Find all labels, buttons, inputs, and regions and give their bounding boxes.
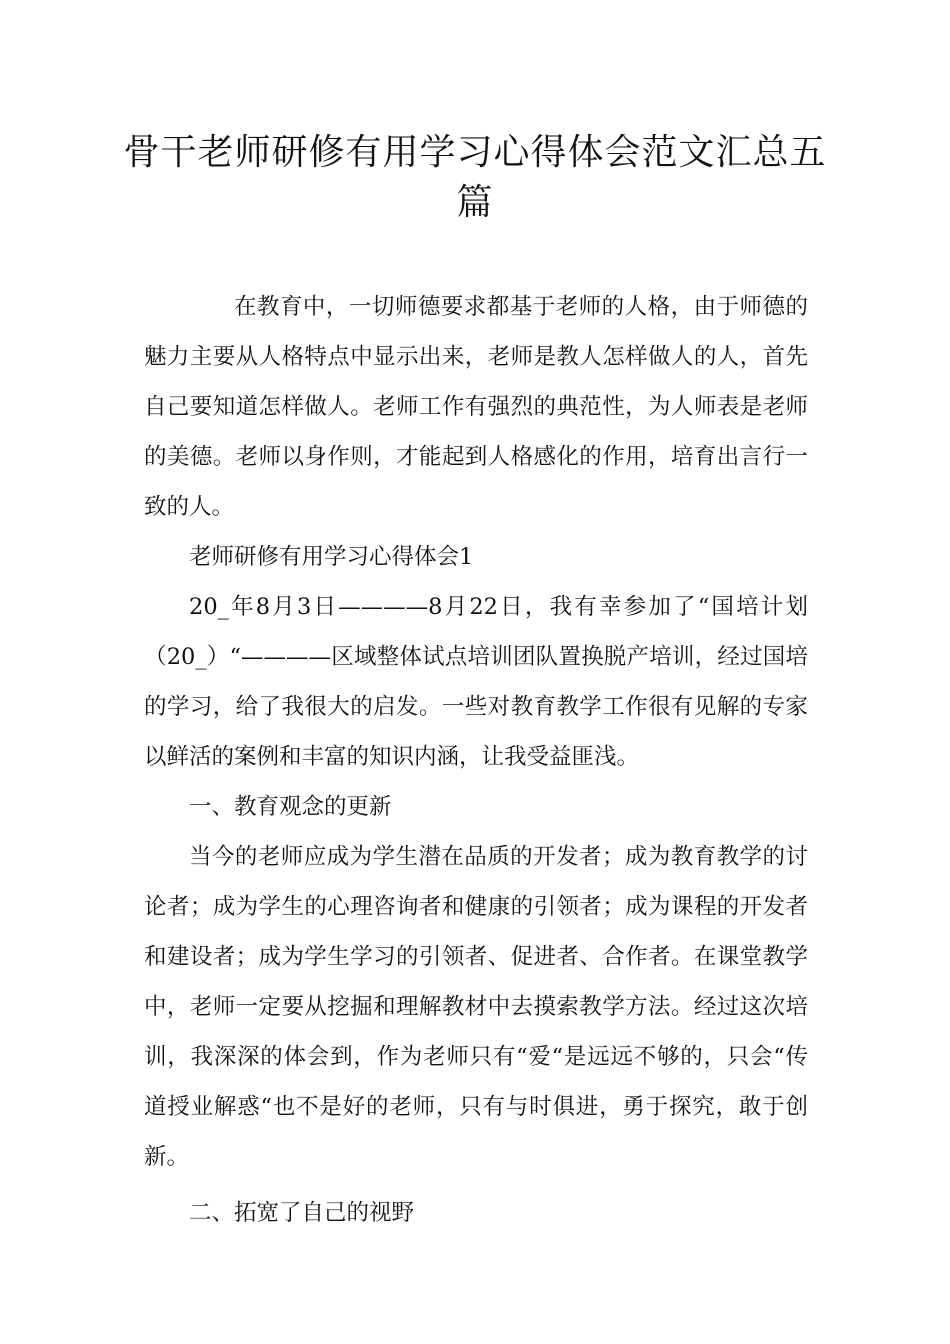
document-title: 骨干老师研修有用学习心得体会范文汇总五篇 — [123, 132, 827, 223]
section-title: 老师研修有用学习心得体会1 — [189, 544, 474, 570]
intro-paragraph: 在教育中，一切师德要求都基于老师的人格，由于师德的魅力主要从人格特点中显示出来，老师是教人怎样做人的人，首先自己要知道怎样做人。老师工作有强烈的典范性，为人师表是老师的美德。老师以身作则，才能起到人格感化的作用，培育出言行一致的人。 — [144, 294, 808, 520]
subheading-broaden-vision: 二、拓宽了自己的视野 — [189, 1200, 415, 1226]
subheading-education-concept: 一、教育观念的更新 — [189, 794, 392, 820]
document-body — [144, 282, 808, 1238]
education-concept-paragraph: 当今的老师应成为学生潜在品质的开发者；成为教育教学的讨论者；成为学生的心理咨询者和健康的引领者；成为课程的开发者和建设者；成为学生学习的引领者、促进者、合作者。在课堂教学中，老师一定要从挖掘和理解教材中去摸索教学方法。经过这次培训，我深深的体会到，作为老师只有“爱“是远远不够的，只会“传道授业解惑“也不是好的老师，只有与时俱进，勇于探究，敢于创新。 — [144, 844, 808, 1170]
section-paragraph: 20_年8月3日————8月22日，我有幸参加了“国培计划（20_）“————区域整体试点培训团队置换脱产培训，经过国培的学习，给了我很大的启发。一些对教育教学工作很有见解的专家以鲜活的案例和丰富的知识内涵，让我受益匪浅。 — [144, 594, 808, 770]
